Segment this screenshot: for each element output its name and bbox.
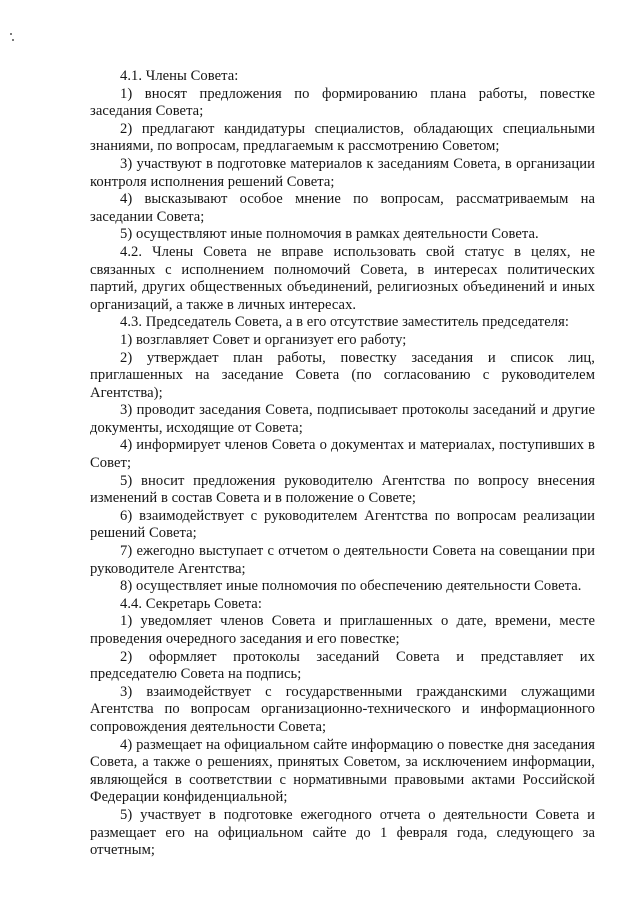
list-item: 6) взаимодействует с руководителем Агентства по вопросам реализации решений Совета; bbox=[90, 507, 595, 542]
list-item: 5) вносит предложения руководителю Агентства по вопросу внесения изменений в состав Совета и в положение о Совете; bbox=[90, 472, 595, 507]
list-item: 4) размещает на официальном сайте информацию о повестке дня заседания Совета, а также о решениях, принятых Советом, за исключением информации, являющейся в соответствии с нормативными правовыми актами Российской Федерации конфиденциальной; bbox=[90, 736, 595, 806]
list-item: 3) проводит заседания Совета, подписывает протоколы заседаний и другие документы, исходящие от Совета; bbox=[90, 402, 595, 436]
list-item: 5) осуществляют иные полномочия в рамках деятельности Совета. bbox=[120, 226, 539, 243]
scan-speck bbox=[12, 39, 14, 41]
list-item: 1) вносят предложения по формированию плана работы, повестке заседания Совета; bbox=[90, 85, 595, 120]
list-item: 3) взаимодействует с государственными гражданскими служащими Агентства по вопросам организационно-технического и информационного сопровождения деятельности Совета; bbox=[90, 683, 595, 735]
list-item: 2) утверждает план работы, повестку заседания и список лиц, приглашенных на заседание Совета (по согласованию с руководителем Агентства); bbox=[90, 349, 595, 401]
list-item: 1) уведомляет членов Совета и приглашенных о дате, времени, месте проведения очередного заседания и его повестке; bbox=[90, 613, 595, 647]
list-item: 7) ежегодно выступает с отчетом о деятельности Совета на совещании при руководителе Агентства; bbox=[90, 543, 595, 577]
document-body bbox=[90, 68, 595, 860]
section-heading-4-1: 4.1. Члены Совета: bbox=[120, 68, 239, 84]
list-item: 5) участвует в подготовке ежегодного отчета о деятельности Совета и размещает его на официальном сайте до 1 февраля года, следующего за отчетным; bbox=[90, 806, 595, 859]
list-item: 2) предлагают кандидатуры специалистов, обладающих специальными знаниями, по вопросам, предлагаемым к рассмотрению Советом; bbox=[90, 120, 595, 155]
section-paragraph-4-2: 4.2. Члены Совета не вправе использовать свой статус в целях, не связанных с исполнением полномочий Совета, в интересах политических партий, других общественных объединений, религиозных объединений и иных организаций, а также в личных интересах. bbox=[90, 243, 595, 313]
scan-speck bbox=[10, 33, 12, 35]
list-item: 4) высказывают особое мнение по вопросам, рассматриваемым на заседании Совета; bbox=[90, 191, 595, 225]
list-item: 3) участвуют в подготовке материалов к заседаниям Совета, в организации контроля исполнения решений Совета; bbox=[90, 155, 595, 190]
list-item: 2) оформляет протоколы заседаний Совета и представляет их председателю Совета на подпись; bbox=[90, 648, 595, 683]
section-heading-4-3: 4.3. Председатель Совета, а в его отсутствие заместитель председателя: bbox=[120, 314, 569, 331]
list-item: 8) осуществляет иные полномочия по обеспечению деятельности Совета. bbox=[120, 578, 582, 595]
list-item: 4) информирует членов Совета о документах и материалах, поступивших в Совет; bbox=[90, 437, 595, 472]
section-heading-4-4: 4.4. Секретарь Совета: bbox=[120, 595, 262, 612]
list-item: 1) возглавляет Совет и организует его работу; bbox=[120, 331, 407, 348]
